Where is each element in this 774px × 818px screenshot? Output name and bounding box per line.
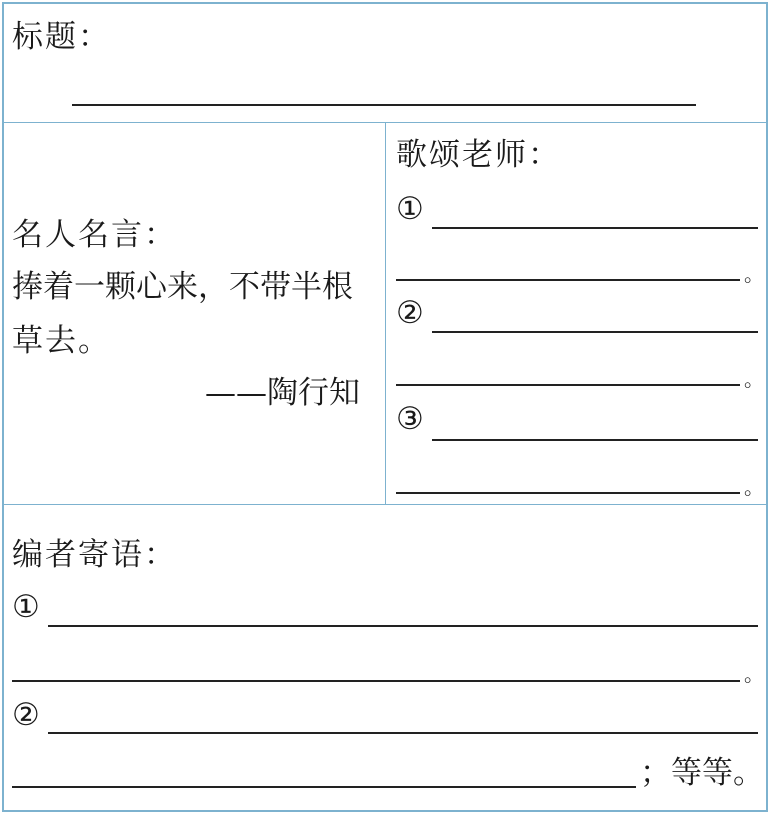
quote-author: ——陶行知 xyxy=(205,375,360,411)
editor-marker-2: ② xyxy=(12,697,42,733)
divider-middle xyxy=(3,504,768,505)
praise-blank-3b[interactable] xyxy=(396,492,740,494)
quote-line-1: 捧着一颗心来，不带半根 xyxy=(12,269,353,305)
editor-marker-1: ① xyxy=(12,589,42,625)
praise-blank-2a[interactable] xyxy=(432,331,758,333)
divider-vertical xyxy=(385,123,386,504)
praise-blank-1b[interactable] xyxy=(396,279,740,281)
praise-marker-1: ① xyxy=(396,191,426,227)
praise-end-mark-3: 。 xyxy=(744,475,764,499)
editor-blank-1b[interactable] xyxy=(12,680,740,682)
praise-label: 歌颂老师： xyxy=(396,137,561,173)
editor-end-mark-1: 。 xyxy=(744,662,764,686)
editor-blank-2b[interactable] xyxy=(12,786,636,788)
praise-end-mark-2: 。 xyxy=(744,367,764,391)
title-blank[interactable] xyxy=(72,104,696,106)
editor-end-mark-2: ；等等。 xyxy=(640,755,764,791)
praise-blank-1a[interactable] xyxy=(432,227,758,229)
praise-blank-3a[interactable] xyxy=(432,439,758,441)
quote-label: 名人名言： xyxy=(12,217,177,253)
praise-marker-3: ③ xyxy=(396,401,426,437)
praise-end-mark-1: 。 xyxy=(744,262,764,286)
editor-label: 编者寄语： xyxy=(12,537,177,573)
praise-blank-2b[interactable] xyxy=(396,384,740,386)
praise-marker-2: ② xyxy=(396,295,426,331)
editor-blank-1a[interactable] xyxy=(48,625,758,627)
title-label: 标题： xyxy=(12,19,111,55)
editor-blank-2a[interactable] xyxy=(48,732,758,734)
quote-line-2: 草去。 xyxy=(12,323,111,359)
